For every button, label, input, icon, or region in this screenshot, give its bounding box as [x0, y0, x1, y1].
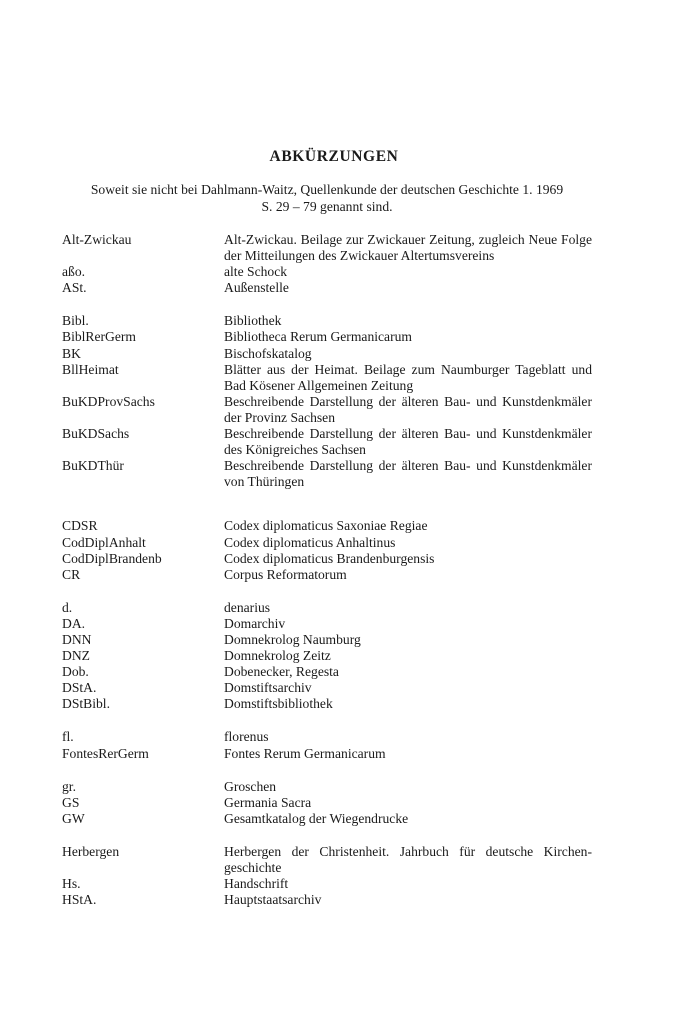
abbreviation-definition: Handschrift [224, 876, 289, 892]
abbreviation-definition: Beschreibende Darstellung der älteren Bau- und Kunstdenkmäler der Provinz Sachsen [224, 393, 592, 425]
abbreviation-entry [62, 426, 592, 458]
abbreviation-definition: Bibliothek [224, 313, 282, 329]
abbreviation-definition: Beschreibende Darstellung der älteren Bau- und Kunstdenkmäler von Thüringen [224, 458, 592, 490]
abbreviation-entry [62, 280, 592, 296]
abbreviation-term: gr. [62, 778, 76, 794]
abbreviation-definition: Codex diplomaticus Brandenburgensis [224, 550, 435, 566]
abbreviation-definition: denarius [224, 599, 271, 615]
abbreviation-definition: Germania Sacra [224, 794, 312, 810]
abbreviation-definition: Groschen [224, 778, 277, 794]
abbreviation-entry [62, 892, 592, 908]
abbreviation-entry [62, 567, 592, 583]
abbreviation-term: Hs. [62, 876, 81, 892]
intro-line-1: Soweit sie nicht bei Dahlmann-Waitz, Quellenkunde der deutschen Geschichte 1. 1969 [90, 182, 564, 197]
abbreviation-entry [62, 746, 592, 762]
abbreviation-entry [62, 232, 592, 264]
abbreviation-entry [62, 795, 592, 811]
abbreviation-entry [62, 264, 592, 280]
abbreviation-entry [62, 329, 592, 345]
abbreviation-term: fl. [62, 729, 74, 745]
abbreviation-term: CR [62, 566, 81, 582]
abbreviation-definition: Codex diplomaticus Anhaltinus [224, 534, 396, 550]
abbreviation-definition: Außenstelle [224, 280, 289, 296]
abbreviation-term: DNZ [62, 648, 90, 664]
page-title: ABKÜRZUNGEN [269, 148, 399, 165]
abbreviation-term: DStA. [62, 680, 97, 696]
abbreviation-term: Herbergen [62, 843, 120, 859]
intro-note [62, 181, 592, 215]
abbreviation-entry [62, 680, 592, 696]
abbreviation-term: d. [62, 599, 73, 615]
abbreviation-group [62, 779, 592, 827]
abbreviation-term: GW [62, 810, 85, 826]
abbreviation-definition: Alt-Zwickau. Beilage zur Zwickauer Zeitung, zugleich Neue Folge der Mitteilungen des Zwickauer Altertumsvereins [224, 232, 592, 264]
abbreviation-definition: Domnekrolog Zeitz [224, 648, 331, 664]
abbreviation-entry [62, 535, 592, 551]
abbreviation-group [62, 313, 592, 490]
abbreviation-definition: Blätter aus der Heimat. Beilage zum Naumburger Tageblatt und Bad Kösener Allgemeinen Zeitung [224, 361, 592, 393]
abbreviation-term: ASt. [62, 280, 87, 296]
abbreviation-definition: alte Schock [224, 264, 288, 280]
abbreviation-term: DNN [62, 631, 92, 647]
intro-line-2: S. 29 – 79 genannt sind. [261, 199, 393, 214]
abbreviation-definition: Fontes Rerum Germanicarum [224, 745, 386, 761]
abbreviation-definition: Domstiftsbibliothek [224, 696, 333, 712]
abbreviation-group [62, 729, 592, 761]
abbreviation-term: aßo. [62, 264, 86, 280]
abbreviation-definition: Domnekrolog Naumburg [224, 631, 361, 647]
abbreviation-entry [62, 518, 592, 534]
abbreviation-entry [62, 551, 592, 567]
abbreviation-definition: Beschreibende Darstellung der älteren Bau- und Kunstdenkmäler des Königreiches Sachsen [224, 426, 592, 458]
abbreviation-entry [62, 362, 592, 394]
abbreviation-term: CodDiplBrandenb [62, 550, 162, 566]
abbreviation-definition: florenus [224, 729, 269, 745]
abbreviation-definition: Dobenecker, Regesta [224, 664, 339, 680]
abbreviation-definition: Herbergen der Christenheit. Jahrbuch für deutsche Kirchengeschichte [224, 843, 592, 875]
abbreviation-term: HStA. [62, 892, 97, 908]
abbreviation-term: BuKDProvSachs [62, 393, 155, 409]
abbreviation-term: BuKDThür [62, 458, 124, 474]
abbreviation-entry [62, 844, 592, 876]
abbreviation-term: DStBibl. [62, 696, 110, 712]
abbreviation-definition: Bischofskatalog [224, 345, 312, 361]
abbreviation-definition: Gesamtkatalog der Wiegendrucke [224, 810, 409, 826]
abbreviation-group [62, 844, 592, 908]
abbreviation-group [62, 232, 592, 296]
abbreviation-entry [62, 313, 592, 329]
abbreviation-entry [62, 648, 592, 664]
abbreviation-term: CodDiplAnhalt [62, 534, 146, 550]
abbreviation-group [62, 600, 592, 713]
abbreviation-entry [62, 696, 592, 712]
abbreviation-term: GS [62, 794, 80, 810]
abbreviation-entry [62, 600, 592, 616]
abbreviation-term: BllHeimat [62, 361, 119, 377]
abbreviation-definition: Corpus Reformatorum [224, 566, 347, 582]
abbreviation-definition: Hauptstaatsarchiv [224, 892, 322, 908]
abbreviation-term: BiblRerGerm [62, 329, 136, 345]
abbreviation-entry [62, 779, 592, 795]
abbreviation-entry [62, 664, 592, 680]
abbreviation-term: Dob. [62, 664, 89, 680]
abbreviation-term: CDSR [62, 518, 98, 534]
abbreviation-entry [62, 458, 592, 490]
abbreviation-entry [62, 729, 592, 745]
abbreviation-definition: Domstiftsarchiv [224, 680, 312, 696]
abbreviation-entry [62, 616, 592, 632]
abbreviation-term: DA. [62, 615, 86, 631]
abbreviation-entry [62, 346, 592, 362]
abbreviation-entry [62, 394, 592, 426]
abbreviation-entry [62, 876, 592, 892]
abbreviation-entry [62, 632, 592, 648]
abbreviation-entry [62, 811, 592, 827]
abbreviation-definition: Domarchiv [224, 615, 286, 631]
abbreviation-definition: Codex diplomaticus Saxoniae Regiae [224, 518, 428, 534]
abbreviation-group [62, 518, 592, 582]
abbreviation-definition: Bibliotheca Rerum Germanicarum [224, 329, 412, 345]
abbreviation-term: Bibl. [62, 313, 89, 329]
abbreviation-term: Alt-Zwickau [62, 232, 132, 247]
abbreviation-term: BK [62, 345, 81, 361]
abbreviations-page [62, 148, 592, 925]
abbreviation-term: FontesRerGerm [62, 745, 149, 761]
abbreviation-list [62, 232, 592, 908]
abbreviation-term: BuKDSachs [62, 426, 130, 442]
